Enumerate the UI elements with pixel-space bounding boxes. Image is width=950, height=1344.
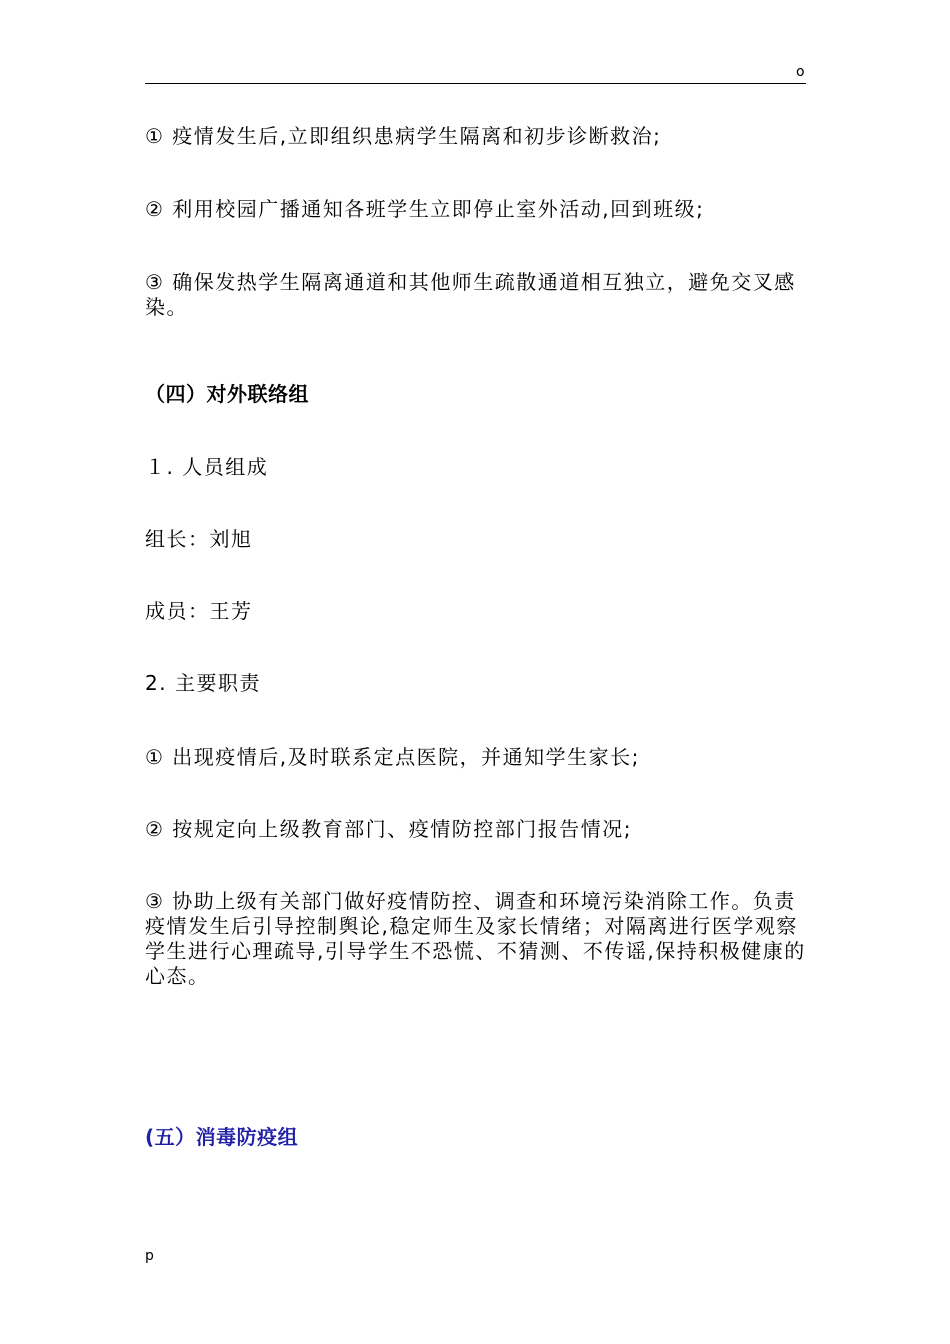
header-mark: o [796, 64, 805, 80]
section-5-title: (五）消毒防疫组 [145, 1125, 299, 1149]
personnel-heading: １. 人员组成 [145, 455, 269, 479]
footer-mark: p [145, 1248, 154, 1264]
duty-item-3-prev: ③ 确保发热学生隔离通道和其他师生疏散通道相互独立，避免交叉感染。 [145, 270, 796, 319]
duty-item-3: ③ 协助上级有关部门做好疫情防控、调查和环境污染消除工作。负责疫情发生后引导控制舆论,稳定师生及家长情绪；对隔离进行医学观察学生进行心理疏导,引导学生不恐慌、不猜测、不传谣,保持积极健康的心态。 [145, 889, 806, 988]
section-4-title: （四）对外联络组 [145, 382, 309, 406]
duty-item-1: ① 出现疫情后,及时联系定点医院，并通知学生家长; [145, 745, 640, 769]
leader-line: 组长：刘旭 [145, 527, 253, 551]
duties-heading: 2. 主要职责 [145, 671, 261, 695]
duty-item-2: ② 按规定向上级教育部门、疫情防控部门报告情况; [145, 817, 633, 841]
member-line: 成员：王芳 [145, 599, 253, 623]
duty-item-1-prev: ① 疫情发生后,立即组织患病学生隔离和初步诊断救治; [145, 124, 662, 148]
duty-item-2-prev: ② 利用校园广播通知各班学生立即停止室外活动,回到班级; [145, 197, 705, 221]
header-rule [145, 83, 806, 84]
